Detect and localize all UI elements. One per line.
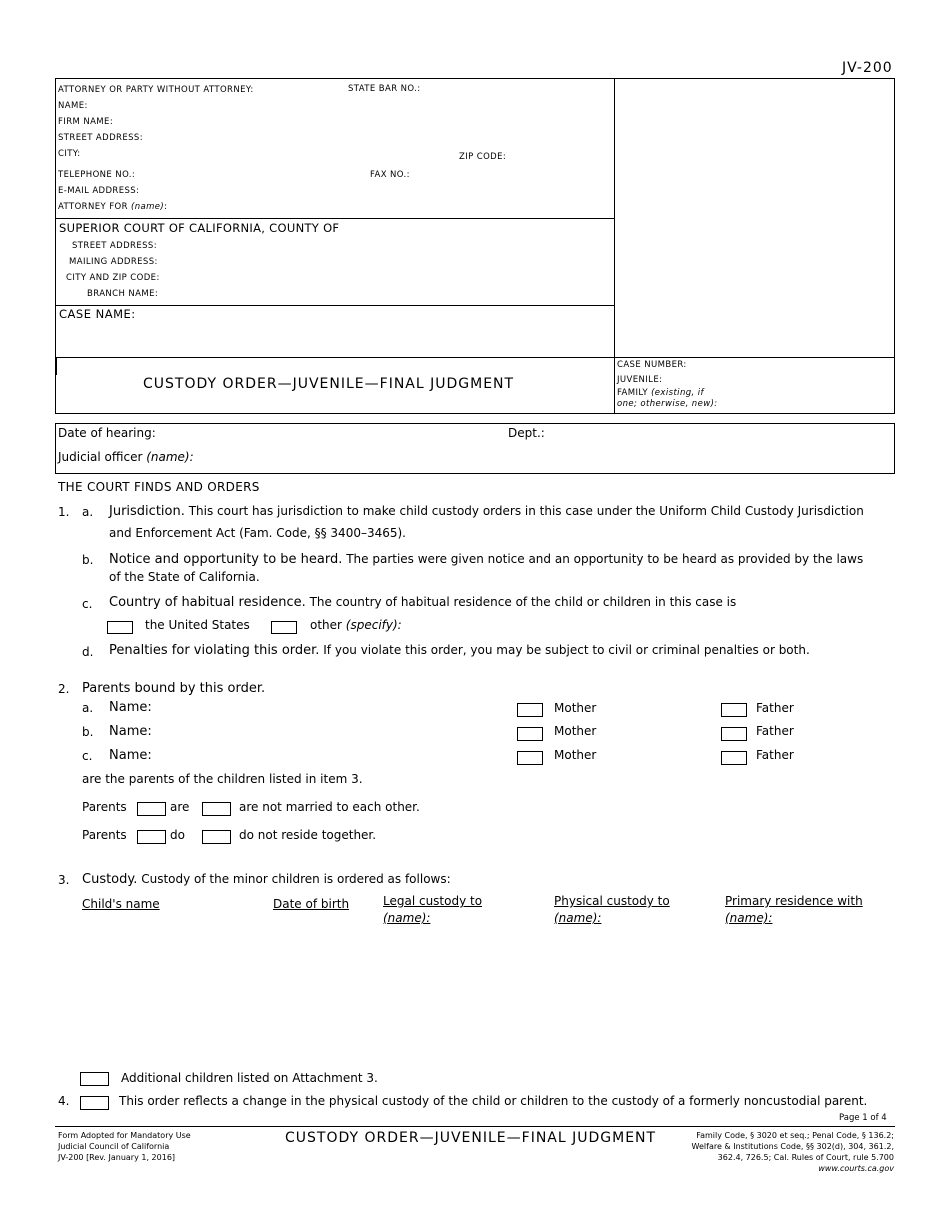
parent-name-label: Name: xyxy=(109,724,152,739)
parent-name-label: Name: xyxy=(109,700,152,715)
item-number: 3. xyxy=(58,873,70,887)
parents-of-text: are the parents of the children listed in item 3. xyxy=(82,772,363,786)
additional-children-label: Additional children listed on Attachment 3. xyxy=(121,1071,378,1085)
caption-divider xyxy=(614,78,615,414)
item-number: 4. xyxy=(58,1094,70,1108)
father-checkbox[interactable] xyxy=(721,703,747,717)
item-letter: b. xyxy=(82,553,94,567)
branch-label: BRANCH NAME: xyxy=(87,289,159,299)
state-bar-label: STATE BAR NO.: xyxy=(348,84,421,94)
parents-label: Parents xyxy=(82,800,127,814)
divider xyxy=(55,357,895,358)
divider xyxy=(55,305,615,306)
col-legal-custody: Legal custody to xyxy=(383,894,483,908)
item-letter: b. xyxy=(82,725,94,739)
mother-label: Mother xyxy=(554,748,597,762)
not-reside-together-checkbox[interactable] xyxy=(202,830,231,844)
court-label: SUPERIOR COURT OF CALIFORNIA, COUNTY OF xyxy=(59,221,340,235)
attorney-for-label: ATTORNEY FOR (name): xyxy=(58,202,168,212)
divider xyxy=(56,357,57,375)
city-zip-label: CITY AND ZIP CODE: xyxy=(66,273,160,283)
form-id: JV-200 xyxy=(842,60,893,76)
zip-label: ZIP CODE: xyxy=(459,152,507,162)
hearing-box xyxy=(55,423,895,474)
family-note: one; otherwise, new): xyxy=(617,399,718,409)
item-letter: c. xyxy=(82,597,93,611)
jurisdiction-text: Jurisdiction. This court has jurisdiction to make child custody orders in this case under the Uniform Child Custody Jurisdiction xyxy=(109,504,864,519)
do-not-label: do not reside together. xyxy=(239,828,377,842)
parent-name-label: Name: xyxy=(109,748,152,763)
divider xyxy=(55,218,615,219)
mailing-label: MAILING ADDRESS: xyxy=(69,257,158,267)
adopted-line-1: Form Adopted for Mandatory Use xyxy=(58,1131,191,1140)
father-label: Father xyxy=(756,724,794,738)
tel-label: TELEPHONE NO.: xyxy=(58,170,136,180)
family-label: FAMILY (existing, if xyxy=(617,388,704,398)
mother-checkbox[interactable] xyxy=(517,703,543,717)
court-street-label: STREET ADDRESS: xyxy=(72,241,157,251)
courts-url[interactable]: www.courts.ca.gov xyxy=(818,1164,894,1173)
mother-label: Mother xyxy=(554,701,597,715)
col-child-name: Child's name xyxy=(82,897,160,911)
notice-text: Notice and opportunity to be heard. The parties were given notice and an opportunity to be heard as provided by the laws xyxy=(109,552,864,567)
residence-text: Country of habitual residence. The country of habitual residence of the child or children in this case is xyxy=(109,595,737,610)
codes-line-2: Welfare & Institutions Code, §§ 302(d), 304, 361.2, xyxy=(691,1142,894,1151)
are-label: are xyxy=(170,800,190,814)
parents-label: Parents xyxy=(82,828,127,842)
change-custody-text: This order reflects a change in the physical custody of the child or children to the custody of a formerly noncustodial parent. xyxy=(119,1094,868,1108)
city-label: CITY: xyxy=(58,149,81,159)
name-label: NAME: xyxy=(58,101,88,111)
united-states-label: the United States xyxy=(145,618,250,632)
item-letter: c. xyxy=(82,749,93,763)
mother-checkbox[interactable] xyxy=(517,727,543,741)
col-primary-residence: Primary residence with xyxy=(725,894,863,908)
reside-together-checkbox[interactable] xyxy=(137,830,166,844)
father-label: Father xyxy=(756,748,794,762)
are-not-label: are not married to each other. xyxy=(239,800,420,814)
col-physical-custody: Physical custody to xyxy=(554,894,670,908)
father-checkbox[interactable] xyxy=(721,727,747,741)
father-label: Father xyxy=(756,701,794,715)
parents-heading: Parents bound by this order. xyxy=(82,681,266,696)
case-name-label: CASE NAME: xyxy=(59,307,136,321)
date-of-hearing-label: Date of hearing: xyxy=(58,426,156,440)
form-title: CUSTODY ORDER—JUVENILE—FINAL JUDGMENT xyxy=(143,376,515,392)
other-country-checkbox[interactable] xyxy=(271,621,297,634)
united-states-checkbox[interactable] xyxy=(107,621,133,634)
item-number: 1. xyxy=(58,505,70,519)
item-letter: d. xyxy=(82,645,94,659)
mother-checkbox[interactable] xyxy=(517,751,543,765)
footer-divider xyxy=(55,1126,895,1127)
married-checkbox[interactable] xyxy=(137,802,166,816)
do-label: do xyxy=(170,828,185,842)
juvenile-label: JUVENILE: xyxy=(617,375,663,385)
dept-label: Dept.: xyxy=(508,426,545,440)
father-checkbox[interactable] xyxy=(721,751,747,765)
court-finds-heading: THE COURT FINDS AND ORDERS xyxy=(58,480,260,494)
page-number: Page 1 of 4 xyxy=(839,1113,887,1123)
street-label: STREET ADDRESS: xyxy=(58,133,143,143)
fax-label: FAX NO.: xyxy=(370,170,410,180)
item-letter: a. xyxy=(82,701,94,715)
penalties-text: Penalties for violating this order. If you violate this order, you may be subject to civil or criminal penalties or both. xyxy=(109,643,810,658)
footer-title: CUSTODY ORDER—JUVENILE—FINAL JUDGMENT xyxy=(285,1130,657,1146)
firm-label: FIRM NAME: xyxy=(58,117,114,127)
codes-line-3: 362.4, 726.5; Cal. Rules of Court, rule 5.700 xyxy=(717,1153,894,1162)
col-legal-name: (name): xyxy=(383,911,431,925)
jurisdiction-text-2: and Enforcement Act (Fam. Code, §§ 3400–3465). xyxy=(109,526,406,540)
col-date-of-birth: Date of birth xyxy=(273,897,350,911)
col-primary-name: (name): xyxy=(725,911,773,925)
item-letter: a. xyxy=(82,505,94,519)
item-number: 2. xyxy=(58,682,70,696)
change-custody-checkbox[interactable] xyxy=(80,1096,109,1110)
other-country-label: other (specify): xyxy=(310,618,402,632)
caption-box xyxy=(55,78,895,414)
adopted-line-3: JV-200 [Rev. January 1, 2016] xyxy=(58,1153,176,1162)
col-physical-name: (name): xyxy=(554,911,602,925)
mother-label: Mother xyxy=(554,724,597,738)
attorney-label: ATTORNEY OR PARTY WITHOUT ATTORNEY: xyxy=(58,85,254,95)
case-number-label: CASE NUMBER: xyxy=(617,360,687,370)
judicial-officer-label: Judicial officer (name): xyxy=(58,450,194,464)
adopted-line-2: Judicial Council of California xyxy=(58,1142,170,1151)
not-married-checkbox[interactable] xyxy=(202,802,231,816)
additional-children-checkbox[interactable] xyxy=(80,1072,109,1086)
email-label: E-MAIL ADDRESS: xyxy=(58,186,140,196)
notice-text-2: of the State of California. xyxy=(109,570,260,584)
custody-text: Custody. Custody of the minor children is ordered as follows: xyxy=(82,872,451,887)
codes-line-1: Family Code, § 3020 et seq.; Penal Code, § 136.2; xyxy=(696,1131,894,1140)
